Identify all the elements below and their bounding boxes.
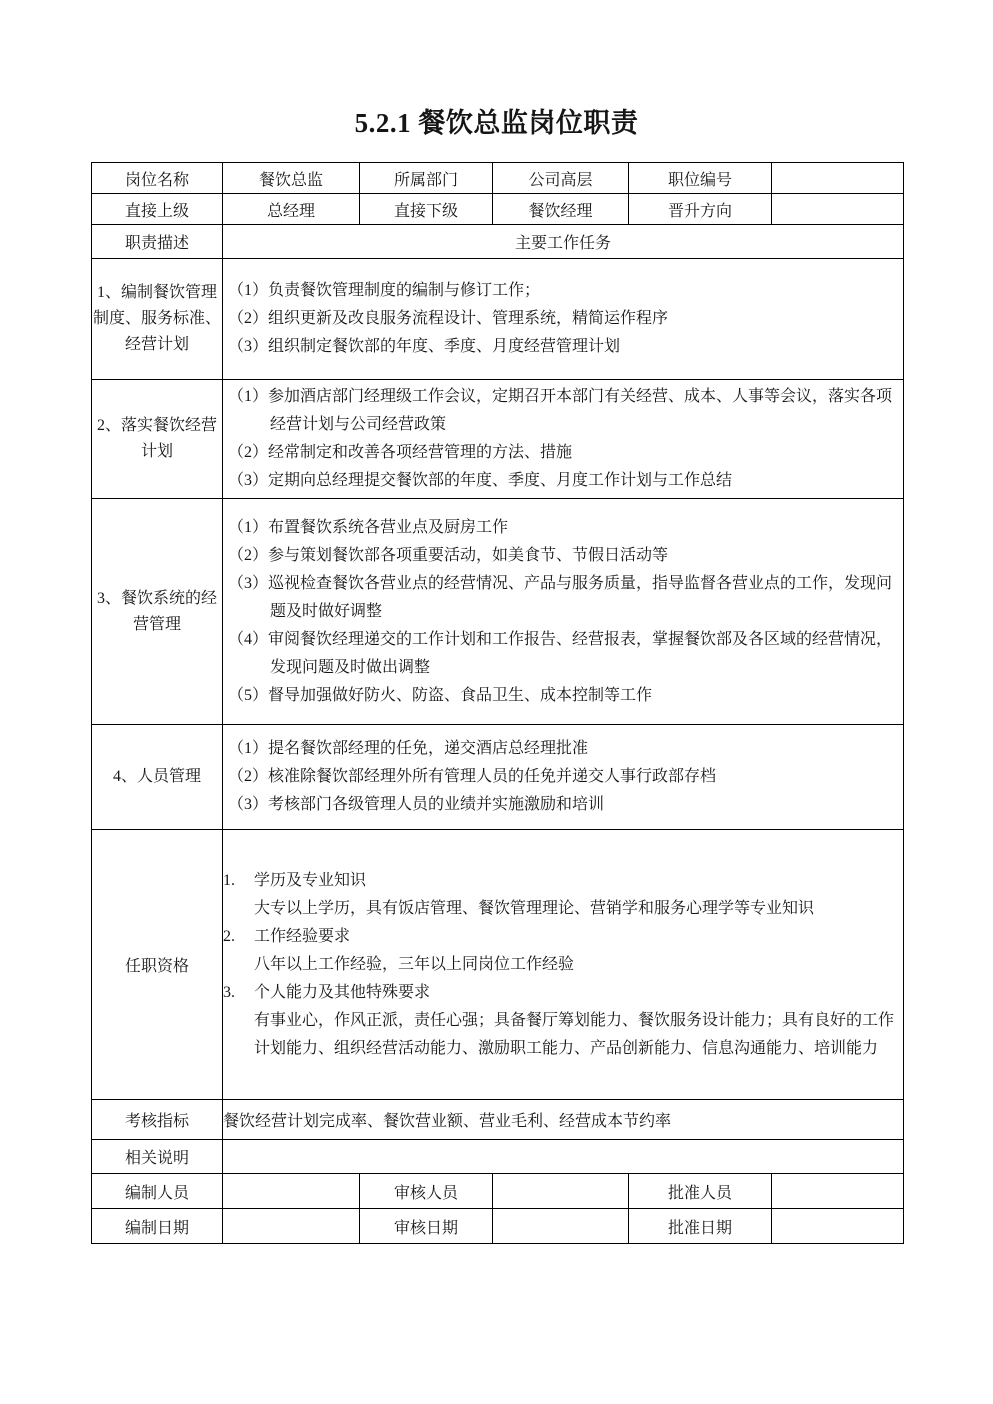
signoff-dates-row	[92, 1209, 904, 1244]
info-row-1	[92, 163, 904, 194]
duty-1-tasks	[223, 259, 904, 380]
duty-2-tasks	[223, 380, 904, 499]
duty-3-item-4: （4）审阅餐饮经理递交的工作计划和工作报告、经营报表，掌握餐饮部及各区域的经营情况，发现问题及时做出调整	[228, 630, 893, 676]
post-code-label: 职位编号	[629, 163, 772, 194]
duty-row-3	[92, 499, 904, 725]
audit-date-value	[493, 1209, 629, 1244]
kpi-label: 考核指标	[92, 1100, 223, 1140]
qual-item-3-text	[254, 979, 903, 1063]
qual-item-2	[223, 923, 903, 979]
qual-item-2-head: 工作经验要求	[254, 927, 351, 945]
duty-row-4	[92, 725, 904, 830]
approve-date-label: 批准日期	[629, 1209, 772, 1244]
make-date-label: 编制日期	[92, 1209, 223, 1244]
duty-row-1	[92, 259, 904, 380]
qual-item-2-body: 八年以上工作经验，三年以上同岗位工作经验	[254, 955, 575, 973]
promotion-label: 晋升方向	[629, 194, 772, 225]
qual-item-1-head: 学历及专业知识	[254, 871, 367, 889]
approver-label: 批准人员	[629, 1174, 772, 1209]
duty-4-tasks	[223, 725, 904, 830]
duty-header-row	[92, 225, 904, 259]
qual-item-2-text	[254, 923, 903, 979]
qual-item-3-number: 3.	[223, 983, 235, 1001]
maker-value	[223, 1174, 360, 1209]
department-value: 公司高层	[493, 163, 629, 194]
duty-4-name: 4、人员管理	[92, 725, 223, 830]
duty-row-2	[92, 380, 904, 499]
subordinate-label: 直接下级	[360, 194, 493, 225]
superior-value: 总经理	[223, 194, 360, 225]
qualification-row	[92, 830, 904, 1100]
info-row-2	[92, 194, 904, 225]
auditor-value	[493, 1174, 629, 1209]
department-label: 所属部门	[360, 163, 493, 194]
main-tasks-header: 主要工作任务	[223, 225, 904, 259]
job-description-table	[91, 162, 904, 1244]
post-name-label: 岗位名称	[92, 163, 223, 194]
qual-item-1-text	[254, 867, 903, 923]
qual-item-3-head: 个人能力及其他特殊要求	[254, 983, 431, 1001]
duty-2-item-3: （3）定期向总经理提交餐饮部的年度、季度、月度工作计划与工作总结	[228, 472, 733, 489]
post-name-value: 餐饮总监	[223, 163, 360, 194]
duty-4-item-3: （3）考核部门各级管理人员的业绩并实施激励和培训	[228, 796, 605, 813]
duty-1-item-3: （3）组织制定餐饮部的年度、季度、月度经营管理计划	[228, 338, 621, 355]
subordinate-value: 餐饮经理	[493, 194, 629, 225]
qual-item-1-body: 大专以上学历，具有饭店管理、餐饮管理理论、营销学和服务心理学等专业知识	[254, 899, 815, 917]
promotion-value	[772, 194, 904, 225]
duty-3-item-5: （5）督导加强做好防火、防盗、食品卫生、成本控制等工作	[228, 686, 653, 704]
approver-value	[772, 1174, 904, 1209]
make-date-value	[223, 1209, 360, 1244]
maker-label: 编制人员	[92, 1174, 223, 1209]
superior-label: 直接上级	[92, 194, 223, 225]
qual-item-2-number: 2.	[223, 927, 235, 945]
qual-item-1-number: 1.	[223, 871, 235, 889]
duty-1-item-2: （2）组织更新及改良服务流程设计、管理系统，精简运作程序	[228, 310, 669, 327]
approve-date-value	[772, 1209, 904, 1244]
notes-label: 相关说明	[92, 1140, 223, 1174]
duty-1-item-1: （1）负责餐饮管理制度的编制与修订工作；	[228, 282, 541, 299]
qual-item-3	[223, 979, 903, 1063]
qual-item-3-body: 有事业心，作风正派，责任心强；具备餐厅筹划能力、餐饮服务设计能力；具有良好的工作计划能力、组织经营活动能力、激励职工能力、产品创新能力、信息沟通能力、培训能力	[254, 1011, 895, 1057]
page-title: 5.2.1 餐饮总监岗位职责	[354, 108, 639, 138]
duty-3-name: 3、餐饮系统的经营管理	[92, 499, 223, 725]
audit-date-label: 审核日期	[360, 1209, 493, 1244]
duty-2-item-2: （2）经常制定和改善各项经营管理的方法、措施	[228, 444, 573, 461]
kpi-row	[92, 1100, 904, 1140]
notes-value	[223, 1140, 904, 1174]
duty-3-tasks	[223, 499, 904, 725]
duty-2-name: 2、落实餐饮经营计划	[92, 380, 223, 499]
qualification-label: 任职资格	[92, 830, 223, 1100]
auditor-label: 审核人员	[360, 1174, 493, 1209]
duty-4-item-2: （2）核准除餐饮部经理外所有管理人员的任免并递交人事行政部存档	[228, 768, 717, 785]
duty-1-name: 1、编制餐饮管理制度、服务标准、经营计划	[92, 259, 223, 380]
signoff-personnel-row	[92, 1174, 904, 1209]
duty-3-item-1: （1）布置餐饮系统各营业点及厨房工作	[228, 518, 509, 536]
kpi-value: 餐饮经营计划完成率、餐饮营业额、营业毛利、经营成本节约率	[223, 1100, 904, 1140]
qual-item-1	[223, 867, 903, 923]
duty-3-item-3: （3）巡视检查餐饮各营业点的经营情况、产品与服务质量，指导监督各营业点的工作，发现问题及时做好调整	[228, 574, 893, 620]
duty-desc-header: 职责描述	[92, 225, 223, 259]
qualification-content	[223, 830, 904, 1100]
duty-4-item-1: （1）提名餐饮部经理的任免，递交酒店总经理批准	[228, 740, 589, 757]
duty-2-item-1: （1）参加酒店部门经理级工作会议，定期召开本部门有关经营、成本、人事等会议，落实各项经营计划与公司经营政策	[228, 388, 893, 433]
duty-3-item-2: （2）参与策划餐饮部各项重要活动，如美食节、节假日活动等	[228, 546, 669, 564]
post-code-value	[772, 163, 904, 194]
notes-row	[92, 1140, 904, 1174]
